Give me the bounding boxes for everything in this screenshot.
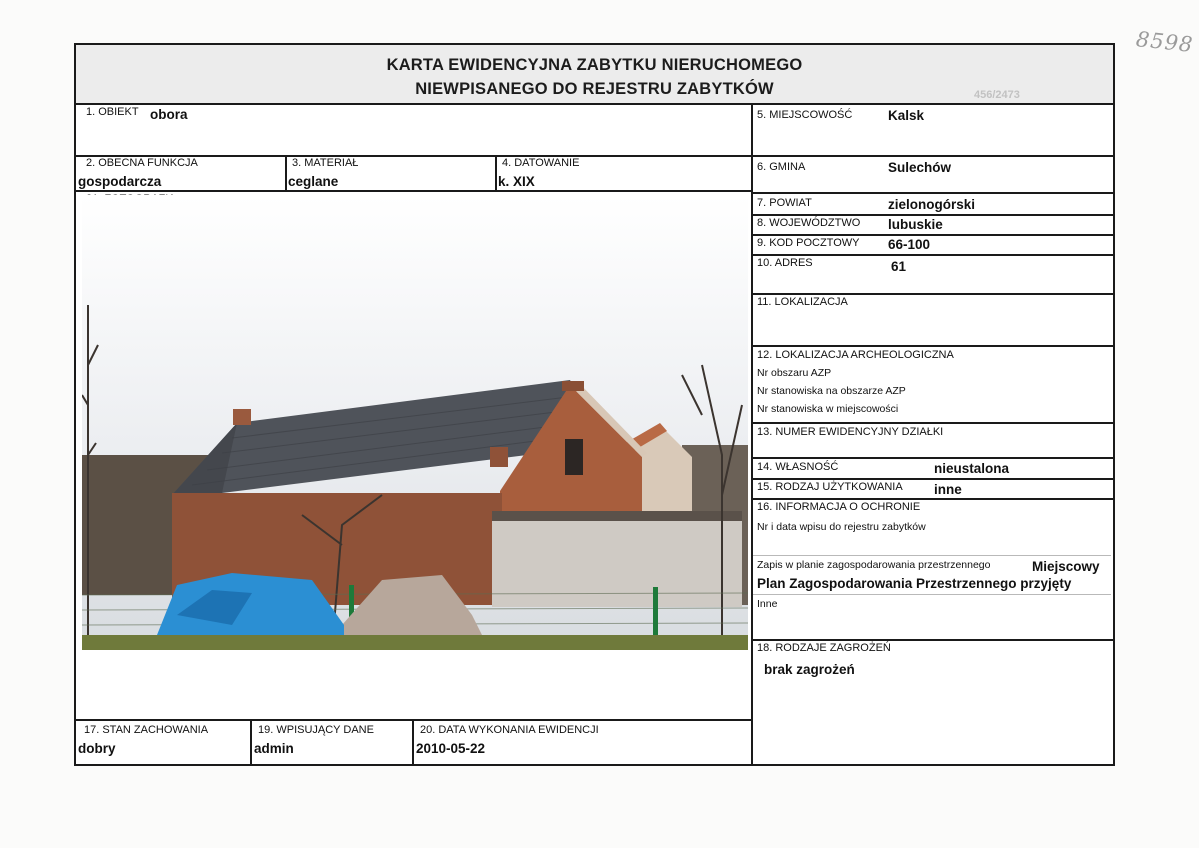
ochrona-plan-label: Zapis w planie zagospodarowania przestrzennego [757,559,991,571]
wlasnosc-label: 14. WŁASNOŚĆ [757,461,839,473]
data-ewidencji-value: 2010-05-22 [416,741,486,756]
miejscowosc-value: Kalsk [888,108,925,123]
adres-value: 61 [891,259,907,274]
dzialka-label: 13. NUMER EWIDENCYJNY DZIAŁKI [757,426,944,438]
archeo-stanowisko-azp-line: Nr stanowiska na obszarze AZP [757,385,906,397]
uzytkowanie-label: 15. RODZAJ UŻYTKOWANIA [757,481,903,493]
powiat-label: 7. POWIAT [757,197,812,209]
archeo-label: 12. LOKALIZACJA ARCHEOLOGICZNA [757,349,954,361]
archive-number-annotation: 8598 [1134,27,1195,57]
archeo-azp-line: Nr obszaru AZP [757,367,832,379]
gmina-value: Sulechów [888,160,952,175]
faded-reference-number: 456/2473 [974,89,1020,101]
material-label: 3. MATERIAŁ [292,157,359,169]
ochrona-label: 16. INFORMACJA O OCHRONIE [757,501,921,513]
ochrona-plan-value-2: Plan Zagospodarowania Przestrzennego przyjęty [757,576,1072,591]
stan-zachowania-label: 17. STAN ZACHOWANIA [84,724,209,736]
object-photograph [82,195,748,650]
kod-pocztowy-label: 9. KOD POCZTOWY [757,237,860,249]
wlasnosc-value: nieustalona [934,461,1010,476]
gmina-label: 6. GMINA [757,161,806,173]
archeo-stanowisko-miejscowosc-line: Nr stanowiska w miejscowości [757,403,899,415]
lokalizacja-label: 11. LOKALIZACJA [757,296,848,308]
datowanie-label: 4. DATOWANIE [502,157,580,169]
uzytkowanie-value: inne [934,482,962,497]
obiekt-label: 1. OBIEKT [86,106,139,118]
wojewodztwo-value: lubuskie [888,217,943,232]
card-header [76,45,1113,105]
funkcja-value: gospodarcza [78,174,162,189]
ochrona-rejestr-line: Nr i data wpisu do rejestru zabytków [757,521,926,533]
card-title-line-2: NIEWPISANEGO DO REJESTRU ZABYTKÓW [415,80,774,98]
zagrozenia-label: 18. RODZAJE ZAGROŻEŃ [757,642,891,654]
wpisujacy-label: 19. WPISUJĄCY DANE [258,724,374,736]
obiekt-value: obora [150,107,188,122]
adres-label: 10. ADRES [757,257,813,269]
record-card [74,43,1115,766]
stan-zachowania-value: dobry [78,741,116,756]
wojewodztwo-label: 8. WOJEWÓDZTWO [757,217,861,229]
zagrozenia-value: brak zagrożeń [764,662,855,677]
data-ewidencji-label: 20. DATA WYKONANIA EWIDENCJI [420,724,599,736]
datowanie-value: k. XIX [498,174,535,189]
miejscowosc-label: 5. MIEJSCOWOŚĆ [757,109,853,121]
ochrona-inne: Inne [757,598,778,610]
powiat-value: zielonogórski [888,197,976,212]
funkcja-label: 2. OBECNA FUNKCJA [86,157,198,169]
material-value: ceglane [288,174,339,189]
kod-pocztowy-value: 66-100 [888,237,931,252]
ochrona-plan-value-1: Miejscowy [1032,559,1100,574]
card-title-line-1: KARTA EWIDENCYJNA ZABYTKU NIERUCHOMEGO [386,56,803,74]
wpisujacy-value: admin [254,741,294,756]
